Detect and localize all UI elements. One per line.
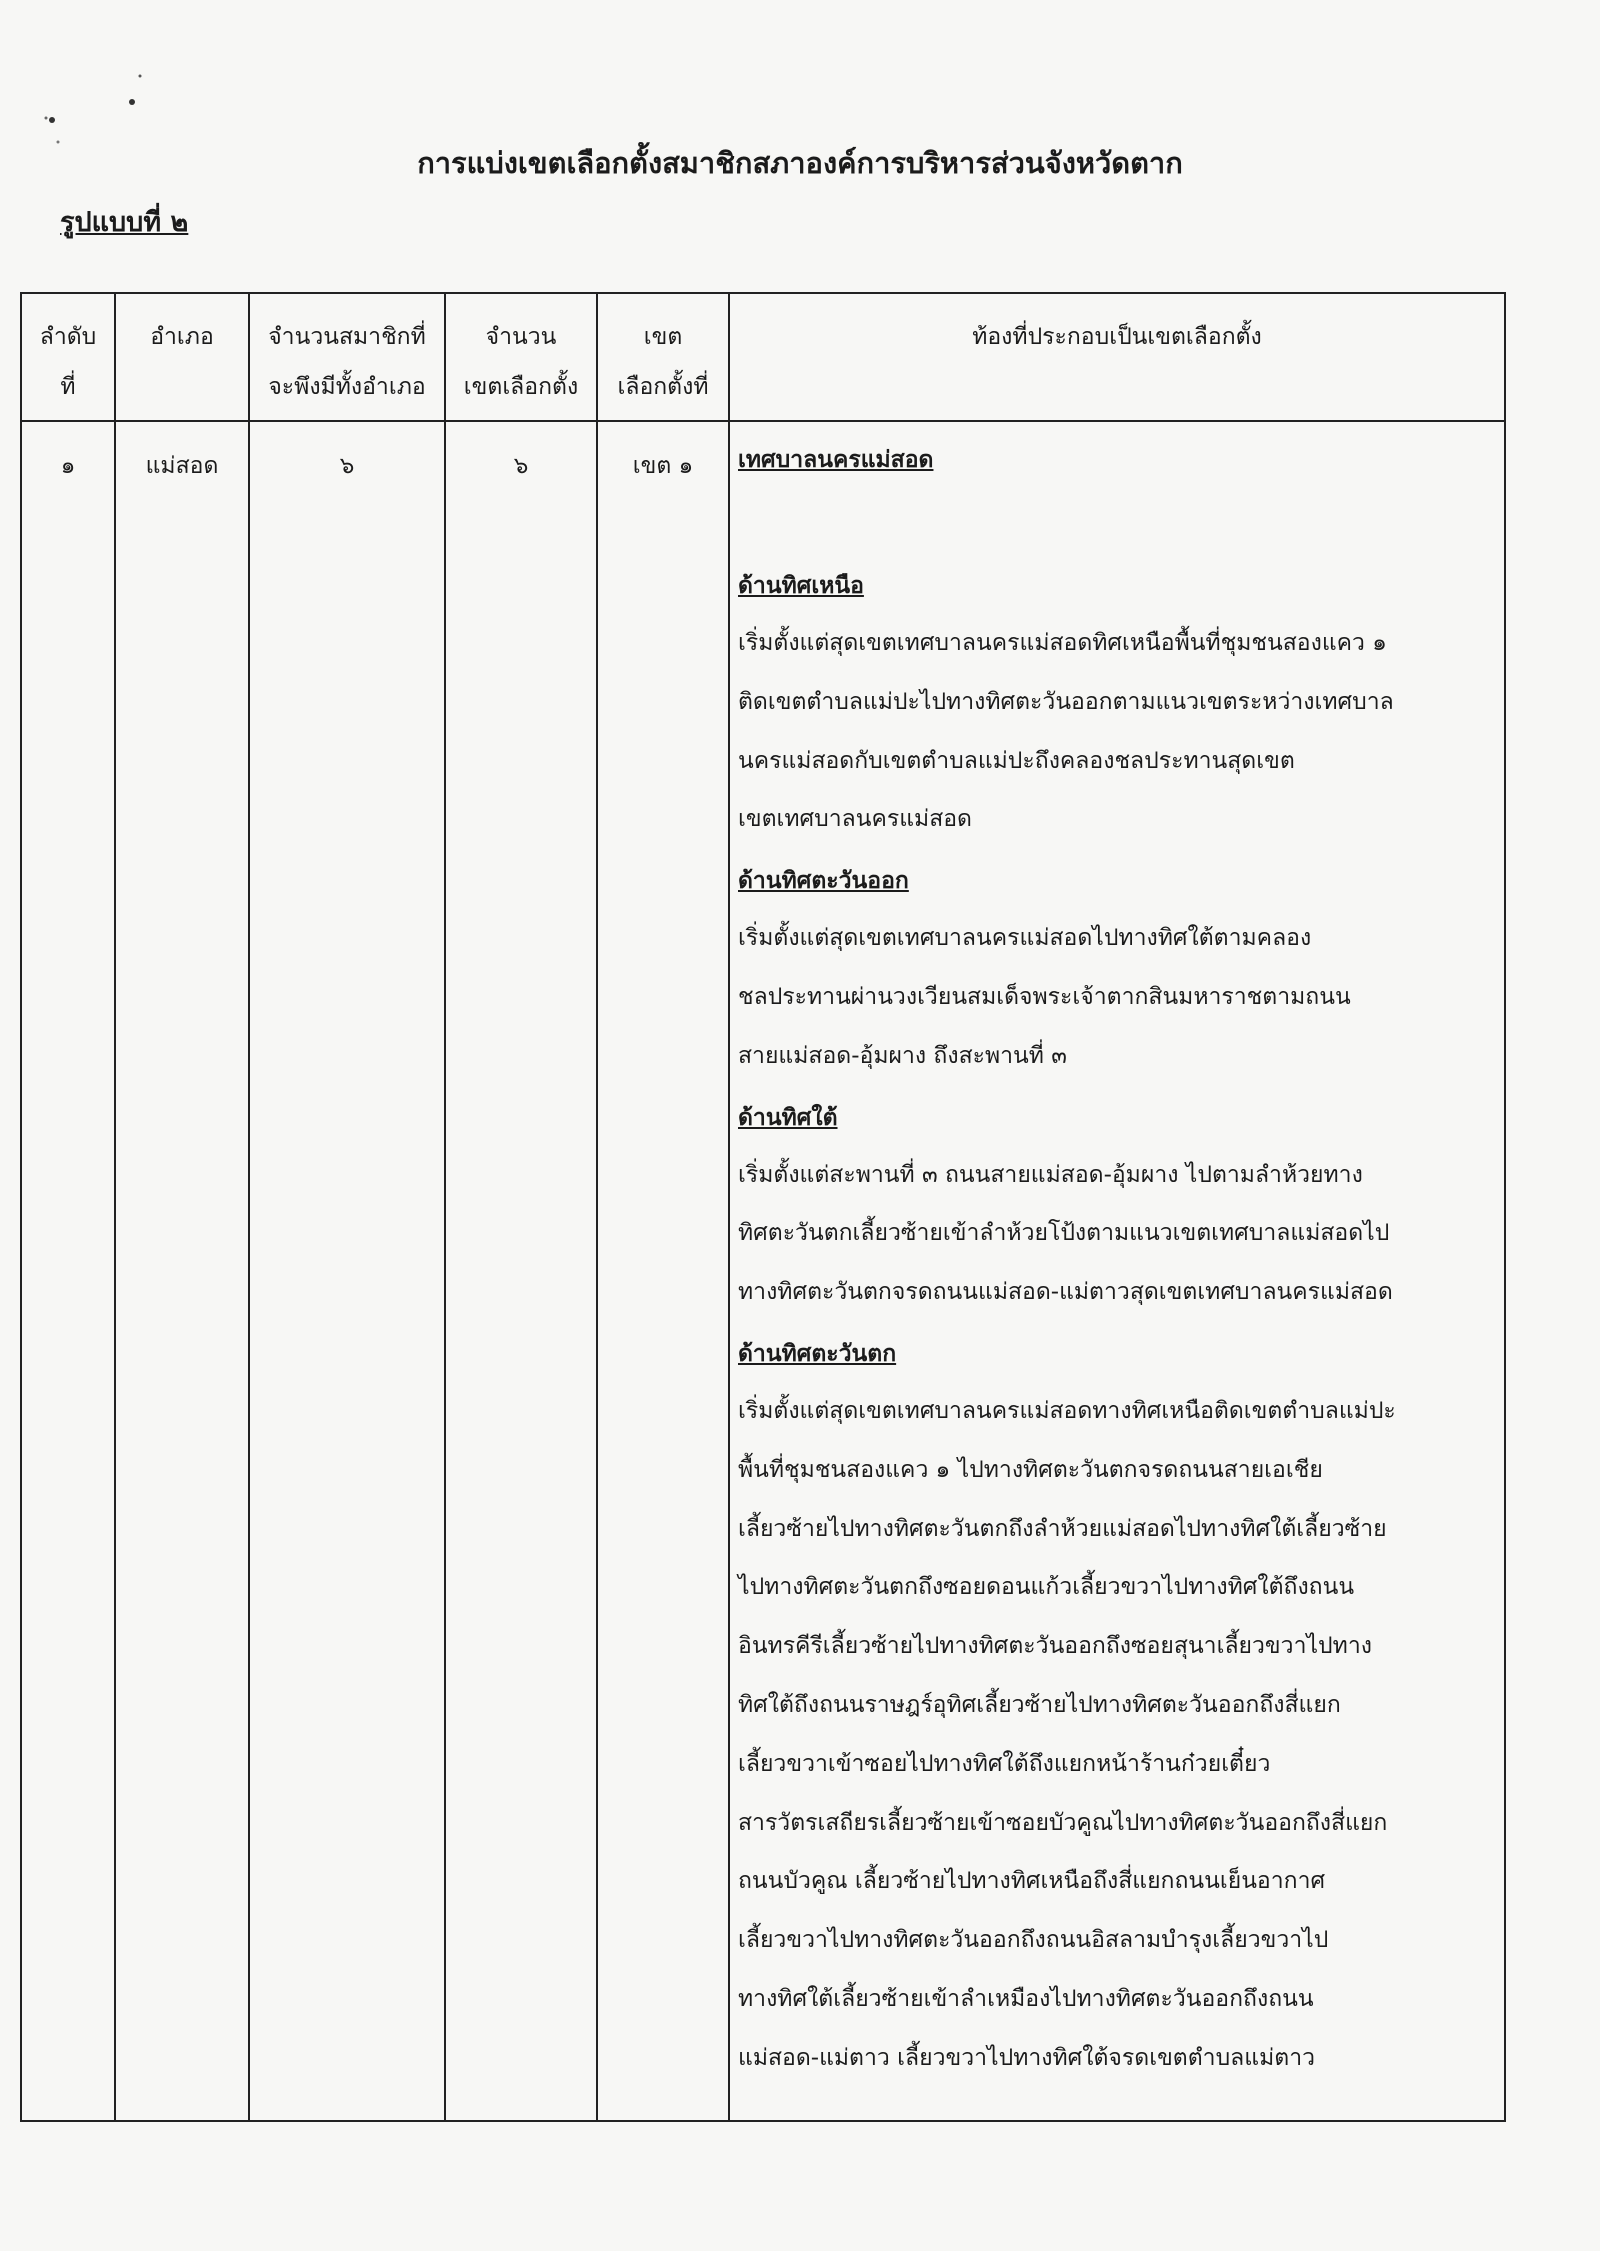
area-sections — [738, 558, 1496, 2088]
table-row — [21, 421, 1505, 2121]
boundary-line: อินทรคีรีเลี้ยวซ้ายไปทางทิศตะวันออกถึงซอยสุนาเลี้ยวขวาไปทาง — [738, 1633, 1372, 1660]
districting-table — [20, 292, 1506, 2122]
cell-order: ๑ — [21, 421, 115, 2121]
boundary-line: เลี้ยวขวาเข้าซอยไปทางทิศใต้ถึงแยกหน้าร้านก๋วยเตี๋ยว — [738, 1750, 1271, 1777]
boundary-line: ไปทางทิศตะวันตกถึงซอยดอนแก้วเลี้ยวขวาไปทางทิศใต้ถึงถนน — [738, 1574, 1355, 1601]
page-title: การแบ่งเขตเลือกตั้งสมาชิกสภาองค์การบริหารส่วนจังหวัดตาก — [417, 146, 1183, 180]
boundary-line: ถนนบัวคูณ เลี้ยวซ้ายไปทางทิศเหนือถึงสี่แยกถนนเย็นอากาศ — [738, 1868, 1326, 1895]
area-title: เทศบาลนครแม่สอด — [738, 447, 934, 473]
boundary-line: ทิศใต้ถึงถนนราษฎร์อุทิศเลี้ยวซ้ายไปทางทิศตะวันออกถึงสี่แยก — [738, 1691, 1341, 1718]
boundary-line: ติดเขตตำบลแม่ปะไปทางทิศตะวันออกตามแนวเขตระหว่างเทศบาล — [738, 688, 1394, 715]
boundary-line: ชลประทานผ่านวงเวียนสมเด็จพระเจ้าตากสินมหาราชตามถนน — [738, 983, 1351, 1010]
section-heading: ด้านทิศเหนือ — [738, 573, 864, 599]
boundary-line: แม่สอด-แม่ตาว เลี้ยวขวาไปทางทิศใต้จรดเขตตำบลแม่ตาว — [738, 2044, 1316, 2071]
cell-area — [729, 421, 1505, 2121]
form-label: รูปแบบที่ ๒ — [60, 207, 189, 238]
cell-zone-no: เขต ๑ — [597, 421, 729, 2121]
header-district: อำเภอ — [115, 293, 249, 421]
section-heading: ด้านทิศใต้ — [738, 1104, 838, 1131]
header-members: จำนวนสมาชิกที่ จะพึงมีทั้งอำเภอ — [249, 293, 445, 421]
section-heading: ด้านทิศตะวันตก — [738, 1340, 897, 1367]
header-zones: จำนวน เขตเลือกตั้ง — [445, 293, 597, 421]
header-zone-no: เขต เลือกตั้งที่ — [597, 293, 729, 421]
boundary-line: พื้นที่ชุมชนสองแคว ๑ ไปทางทิศตะวันตกจรดถนนสายเอเชีย — [738, 1456, 1323, 1483]
boundary-line: ทางทิศใต้เลี้ยวซ้ายเข้าลำเหมืองไปทางทิศตะวันออกถึงถนน — [738, 1985, 1314, 2012]
boundary-line: เลี้ยวขวาไปทางทิศตะวันออกถึงถนนอิสลามบำรุงเลี้ยวขวาไป — [738, 1927, 1329, 1954]
boundary-line: ทางทิศตะวันตกจรดถนนแม่สอด-แม่ตาวสุดเขตเทศบาลนครแม่สอด — [738, 1279, 1393, 1306]
boundary-line: เขตเทศบาลนครแม่สอด — [738, 806, 972, 833]
boundary-line: สายแม่สอด-อุ้มผาง ถึงสะพานที่ ๓ — [738, 1042, 1067, 1069]
header-order: ลำดับ ที่ — [21, 293, 115, 421]
section-heading: ด้านทิศตะวันออก — [738, 868, 909, 895]
boundary-line: เริ่มตั้งแต่สะพานที่ ๓ ถนนสายแม่สอด-อุ้มผาง ไปตามลำห้วยทาง — [738, 1161, 1363, 1188]
boundary-line: เริ่มตั้งแต่สุดเขตเทศบาลนครแม่สอดทิศเหนือพื้นที่ชุมชนสองแคว ๑ — [738, 630, 1387, 656]
boundary-line: เลี้ยวซ้ายไปทางทิศตะวันตกถึงลำห้วยแม่สอดไปทางทิศใต้เลี้ยวซ้าย — [738, 1515, 1387, 1542]
boundary-line: เริ่มตั้งแต่สุดเขตเทศบาลนครแม่สอดทางทิศเหนือติดเขตตำบลแม่ปะ — [738, 1397, 1396, 1424]
boundary-line: สารวัตรเสถียรเลี้ยวซ้ายเข้าซอยบัวคูณไปทางทิศตะวันออกถึงสี่แยก — [738, 1809, 1388, 1836]
cell-members: ๖ — [249, 421, 445, 2121]
header-area: ท้องที่ประกอบเป็นเขตเลือกตั้ง — [729, 293, 1505, 421]
boundary-line: เริ่มตั้งแต่สุดเขตเทศบาลนครแม่สอดไปทางทิศใต้ตามคลอง — [738, 925, 1312, 952]
cell-zones: ๖ — [445, 421, 597, 2121]
cell-district: แม่สอด — [115, 421, 249, 2121]
table-header-row — [21, 293, 1505, 421]
boundary-line: ทิศตะวันตกเลี้ยวซ้ายเข้าลำห้วยโป้งตามแนวเขตเทศบาลแม่สอดไป — [738, 1220, 1390, 1247]
boundary-line: นครแม่สอดกับเขตตำบลแม่ปะถึงคลองชลประทานสุดเขต — [738, 747, 1295, 774]
